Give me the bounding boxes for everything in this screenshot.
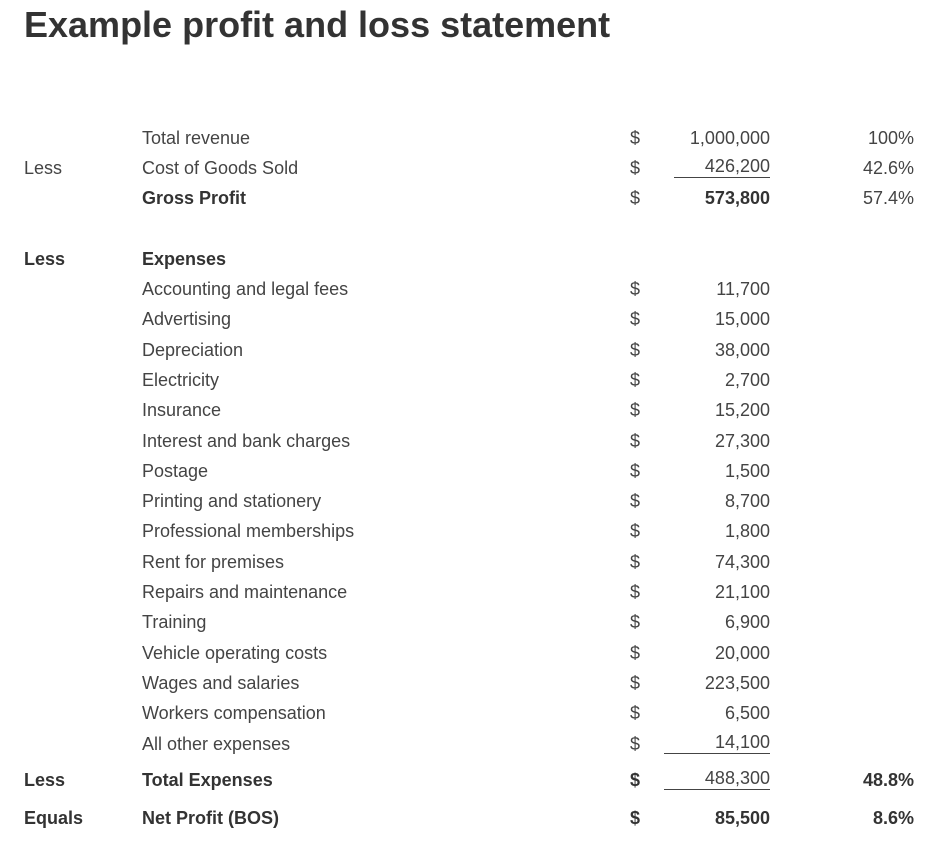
revenue-row: [0, 125, 950, 151]
row-amount: 426,200: [674, 155, 770, 178]
currency-symbol: $: [630, 370, 641, 390]
row-percent: 100%: [867, 128, 914, 148]
currency-symbol: $: [630, 188, 641, 208]
expense-row: [0, 276, 950, 302]
currency-symbol: $: [630, 582, 641, 602]
expense-amount: 2,700: [724, 370, 770, 390]
expense-row: [0, 579, 950, 605]
expense-amount: 1,800: [724, 521, 770, 541]
expenses-header-row: [0, 246, 950, 272]
expense-amount: 20,000: [714, 643, 770, 663]
expense-row: [0, 670, 950, 696]
row-percent: 8.6%: [872, 808, 914, 828]
expense-label: Workers compensation: [142, 703, 326, 723]
expense-row: [0, 549, 950, 575]
expense-amount: 223,500: [704, 673, 770, 693]
expense-label: Rent for premises: [142, 552, 285, 572]
currency-symbol: $: [630, 521, 641, 541]
expense-row: [0, 337, 950, 363]
expense-amount: 38,000: [714, 340, 770, 360]
expense-label: Electricity: [142, 370, 220, 390]
row-amount: 85,500: [714, 808, 770, 828]
total-expenses-row: [0, 767, 950, 793]
expense-row: [0, 488, 950, 514]
row-percent: 57.4%: [862, 188, 914, 208]
expense-label: Repairs and maintenance: [142, 582, 348, 602]
expense-row: [0, 609, 950, 635]
row-label: Total Expenses: [142, 770, 273, 790]
expense-amount: 21,100: [714, 582, 770, 602]
row-percent: 42.6%: [862, 158, 914, 178]
row-label: Net Profit (BOS): [142, 808, 279, 828]
expense-label: Printing and stationery: [142, 491, 322, 511]
currency-symbol: $: [630, 491, 641, 511]
expense-amount: 6,500: [724, 703, 770, 723]
expense-label: Wages and salaries: [142, 673, 300, 693]
row-label: Gross Profit: [142, 188, 247, 208]
expense-amount: 15,200: [714, 400, 770, 420]
expense-label: Vehicle operating costs: [142, 643, 328, 663]
currency-symbol: $: [630, 279, 641, 299]
currency-symbol: $: [630, 340, 641, 360]
expense-row: [0, 640, 950, 666]
expense-amount: 15,000: [714, 309, 770, 329]
expense-label: All other expenses: [142, 734, 291, 754]
cogs-row: [0, 155, 950, 181]
expense-label: Depreciation: [142, 340, 244, 360]
expense-row: [0, 518, 950, 544]
row-prefix: Equals: [24, 808, 84, 828]
expense-row: [0, 306, 950, 332]
expense-label: Advertising: [142, 309, 232, 329]
currency-symbol: $: [630, 309, 641, 329]
row-amount: 488,300: [664, 767, 770, 790]
row-prefix: Less: [24, 770, 66, 790]
currency-symbol: $: [630, 770, 641, 790]
expense-label: Professional memberships: [142, 521, 355, 541]
currency-symbol: $: [630, 673, 641, 693]
expense-amount: 1,500: [724, 461, 770, 481]
currency-symbol: $: [630, 461, 641, 481]
row-percent: 48.8%: [862, 770, 914, 790]
currency-symbol: $: [630, 643, 641, 663]
section-heading: Expenses: [142, 249, 227, 269]
gross-profit-row: [0, 185, 950, 211]
currency-symbol: $: [630, 552, 641, 572]
expense-row: [0, 700, 950, 726]
currency-symbol: $: [630, 734, 641, 754]
expense-amount: 27,300: [714, 431, 770, 451]
expense-amount: 6,900: [724, 612, 770, 632]
currency-symbol: $: [630, 808, 641, 828]
expense-row: [0, 367, 950, 393]
currency-symbol: $: [630, 128, 641, 148]
expense-amount: 74,300: [714, 552, 770, 572]
expense-amount: 8,700: [724, 491, 770, 511]
expense-label: Training: [142, 612, 207, 632]
row-amount: 573,800: [704, 188, 770, 208]
expense-label: Insurance: [142, 400, 222, 420]
expense-label: Postage: [142, 461, 209, 481]
row-prefix: Less: [24, 158, 63, 178]
expense-row: [0, 428, 950, 454]
row-prefix: Less: [24, 249, 66, 269]
expense-row: [0, 458, 950, 484]
currency-symbol: $: [630, 431, 641, 451]
expense-row: [0, 731, 950, 757]
expense-amount: 14,100: [664, 731, 770, 754]
row-amount: 1,000,000: [689, 128, 770, 148]
currency-symbol: $: [630, 400, 641, 420]
currency-symbol: $: [630, 158, 641, 178]
expense-label: Accounting and legal fees: [142, 279, 349, 299]
currency-symbol: $: [630, 612, 641, 632]
expense-amount: 11,700: [716, 279, 770, 299]
expense-label: Interest and bank charges: [142, 431, 351, 451]
row-label: Cost of Goods Sold: [142, 158, 299, 178]
expense-row: [0, 397, 950, 423]
page-title: Example profit and loss statement: [24, 4, 611, 45]
net-profit-row: [0, 805, 950, 831]
currency-symbol: $: [630, 703, 641, 723]
row-label: Total revenue: [142, 128, 251, 148]
